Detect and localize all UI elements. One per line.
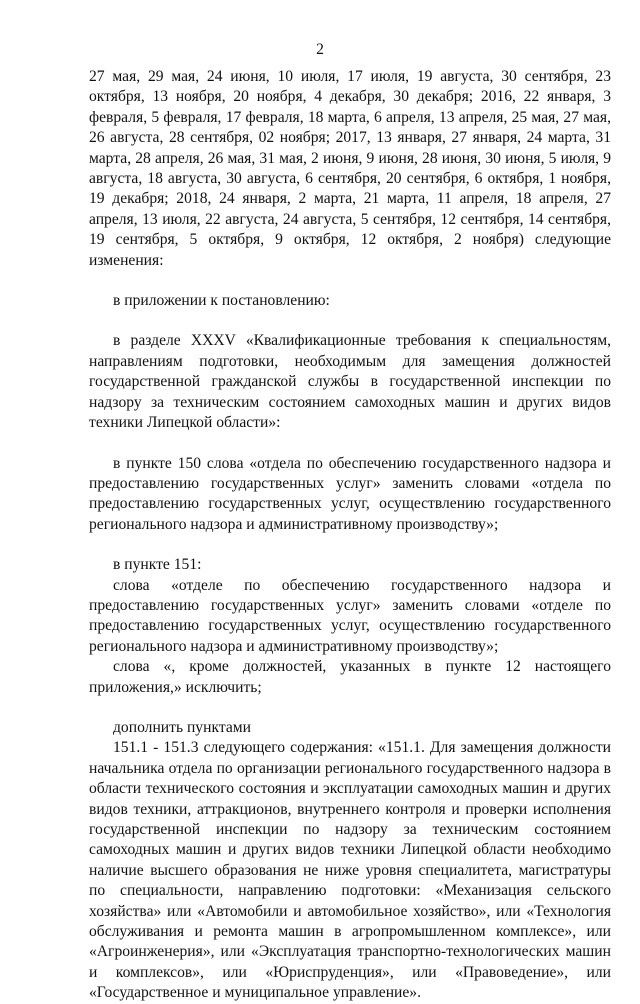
document-body	[89, 67, 611, 1004]
paragraph-appendix-intro: в приложении к постановлению:	[113, 292, 330, 310]
paragraph-spacer	[89, 434, 611, 454]
paragraph-section-xxxv: в разделе XXXV «Квалификационные требования к специальностям, направлениям подготовки, необходимым для замещения должностей государственной гражданской службы в государственной инспекции по надзору за техническим состоянием самоходных машин и других видов техники Липецкой области»:	[89, 332, 611, 432]
paragraph-spacer	[89, 535, 611, 555]
paragraph-item-151-delete: слова «, кроме должностей, указанных в пункте 12 настоящего приложения,» исключить;	[89, 658, 611, 696]
paragraph-spacer	[89, 271, 611, 291]
paragraph-spacer	[89, 311, 611, 331]
page-number: 2	[316, 41, 324, 58]
paragraph-item-150: в пункте 150 слова «отдела по обеспечению государственного надзора и предоставлению государственных услуг» заменить словами «отдела по предоставлению государственных услуг, осуществлению государственного регионального надзора и административному производству»;	[89, 454, 611, 533]
paragraph-dates-list: 27 мая, 29 мая, 24 июня, 10 июля, 17 июля, 19 августа, 30 сентября, 23 октября, 13 ноября, 20 ноября, 4 декабря, 30 декабря; 2016, 22 января, 3 февраля, 5 февраля, 17 февраля, 18 марта, 6 апреля, 13 апреля, 25 мая, 27 мая, 26 августа, 28 сентября, 02 ноября; 2017, 13 января, 27 января, 24 марта, 31 марта, 28 апреля, 26 мая, 31 мая, 2 июня, 9 июня, 28 июня, 30 июня, 5 июля, 9 августа, 18 августа, 30 августа, 6 сентября, 20 сентября, 6 октября, 1 ноября, 19 декабря; 2018, 24 января, 2 марта, 21 марта, 11 апреля, 18 апреля, 27 апреля, 13 июля, 22 августа, 24 августа, 5 сентября, 12 сентября, 14 сентября, 19 сентября, 5 октября, 9 октября, 12 октября, 2 ноября) следующие изменения:	[89, 68, 611, 269]
paragraph-spacer	[89, 698, 611, 718]
paragraph-item-151-header: в пункте 151:	[113, 556, 202, 574]
paragraph-add-items: дополнить пунктами	[113, 718, 251, 736]
paragraph-item-151-replace: слова «отделе по обеспечению государственного надзора и предоставлению государственных услуг» заменить словами «отделе по предоставлению государственных услуг, осуществлению государственного регионального надзора и административному производству»;	[89, 576, 611, 655]
paragraph-item-151-1: 151.1 - 151.3 следующего содержания: «151.1. Для замещения должности начальника отдела по организации регионального государственного надзора в области технического состояния и эксплуатации самоходных машин и других видов техники, аттракционов, внутреннего контроля и проверки исполнения государственной инспекции по надзору за техническим состоянием самоходных машин и других видов техники Липецкой области необходимо наличие высшего образования не ниже уровня специалитета, магистратуры по специальности, направлению подготовки: «Механизация сельского хозяйства» или «Автомобили и автомобильное хозяйство», или «Технология обслуживания и ремонта машин в агропромышленном комплексе», или «Агроинженерия», или «Эксплуатация транспортно-технологических машин и комплексов», или «Юриспруденция», или «Правоведение», или «Государственное и муниципальное управление».	[89, 739, 611, 1002]
